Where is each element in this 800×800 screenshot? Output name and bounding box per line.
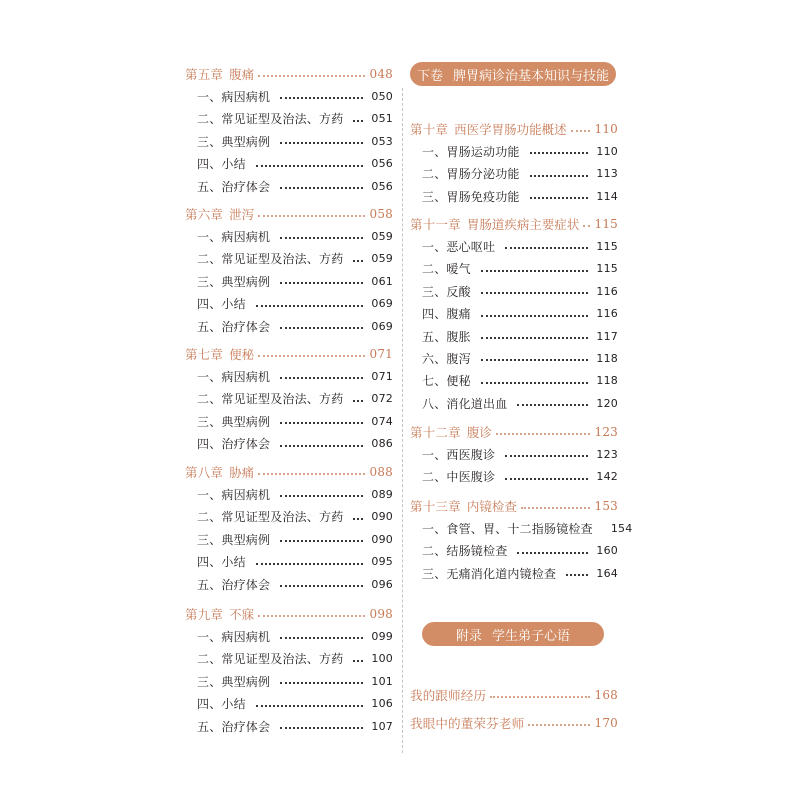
toc-section-row[interactable] [185, 649, 393, 669]
section-title: 二、嗳气 [422, 262, 471, 277]
page-number: 113 [596, 167, 618, 181]
toc-section-row[interactable] [185, 411, 393, 431]
dot-leader [496, 433, 591, 435]
dot-leader [256, 305, 364, 307]
page-number: 117 [596, 329, 618, 343]
page-number: 107 [371, 719, 393, 733]
page-number: 096 [371, 577, 393, 591]
dot-leader [490, 696, 590, 698]
toc-section-row[interactable] [185, 86, 393, 106]
volume-banner [410, 62, 616, 86]
page-number: 164 [596, 566, 618, 580]
toc-section-row[interactable] [410, 281, 618, 301]
chapter-number: 第十一章 [410, 217, 461, 232]
page-number: 056 [371, 179, 393, 193]
toc-section-row[interactable] [185, 529, 393, 549]
page-number: 090 [371, 510, 393, 524]
page-number: 053 [371, 134, 393, 148]
dot-leader [566, 574, 588, 576]
toc-section-row[interactable] [185, 389, 393, 409]
dot-leader [353, 260, 363, 262]
page-number: 099 [371, 629, 393, 643]
toc-section-row[interactable] [185, 154, 393, 174]
appendix-banner-title: 学生弟子心语 [492, 628, 571, 644]
dot-leader [256, 705, 364, 707]
section-title: 二、常见证型及治法、方药 [197, 392, 344, 407]
section-title: 二、常见证型及治法、方药 [197, 252, 344, 267]
dot-leader [280, 637, 363, 639]
chapter-name: 泄泻 [229, 207, 255, 222]
toc-section-row[interactable] [410, 371, 618, 391]
page-number: 154 [610, 521, 633, 535]
volume-banner-label: 下卷 [416, 68, 443, 84]
appendix-banner [422, 622, 604, 646]
section-title: 三、无痛消化道内镜检查 [422, 566, 557, 581]
toc-section-row[interactable] [410, 518, 633, 538]
page-number: 090 [371, 532, 393, 546]
page-number: 115 [594, 217, 618, 231]
section-title: 一、病因病机 [197, 229, 271, 244]
page-number: 074 [371, 414, 393, 428]
dot-leader [280, 282, 363, 284]
toc-section-row[interactable] [410, 393, 618, 413]
section-title: 三、典型病例 [197, 414, 271, 429]
dot-leader [258, 215, 365, 217]
dot-leader [481, 270, 589, 272]
section-title: 二、中医腹诊 [422, 470, 496, 485]
dot-leader [280, 187, 363, 189]
page-number: 114 [596, 189, 618, 203]
dot-leader [505, 455, 588, 457]
toc-section-row[interactable] [410, 444, 618, 464]
toc-chapter-row[interactable] [185, 604, 393, 624]
dot-leader [280, 97, 363, 99]
page-number: 120 [596, 396, 618, 410]
toc-section-row[interactable] [410, 186, 618, 206]
dot-leader [258, 355, 365, 357]
page-number: 050 [371, 89, 393, 103]
page-number: 048 [369, 67, 393, 81]
page-number: 069 [371, 319, 393, 333]
page-number: 086 [371, 437, 393, 451]
toc-section-row[interactable] [410, 236, 618, 256]
page-number: 069 [371, 297, 393, 311]
page-number: 170 [594, 716, 618, 730]
dot-leader [571, 130, 591, 132]
chapter-number: 第六章 [185, 207, 224, 222]
section-title: 一、西医腹诊 [422, 447, 496, 462]
volume-banner-title: 脾胃病诊治基本知识与技能 [453, 68, 610, 84]
toc-section-row[interactable] [410, 348, 618, 368]
page-number: 116 [596, 307, 618, 321]
chapter-number: 第八章 [185, 465, 224, 480]
dot-leader [280, 237, 363, 239]
section-title: 四、治疗体会 [197, 437, 271, 452]
dot-leader [521, 507, 591, 509]
section-title: 一、病因病机 [197, 487, 271, 502]
dot-leader [256, 165, 364, 167]
page-number: 072 [371, 392, 393, 406]
section-title: 一、病因病机 [197, 369, 271, 384]
section-title: 三、典型病例 [197, 274, 271, 289]
appendix-banner-label: 附录 [455, 628, 482, 644]
section-title: 四、小结 [197, 697, 246, 712]
page-number: 110 [594, 122, 618, 136]
toc-chapter-row[interactable] [410, 422, 618, 442]
toc-section-row[interactable] [185, 249, 393, 269]
dot-leader [353, 400, 363, 402]
page-number: 115 [596, 262, 618, 276]
toc-chapter-row[interactable] [185, 344, 393, 364]
section-title: 四、小结 [197, 157, 246, 172]
section-title: 四、腹痛 [422, 307, 471, 322]
page-number: 056 [371, 157, 393, 171]
toc-chapter-row[interactable] [410, 119, 618, 139]
toc-section-row[interactable] [410, 467, 618, 487]
toc-section-row[interactable] [185, 716, 393, 736]
chapter-number: 我眼中的董荣芬老师 [410, 716, 525, 731]
chapter-number: 第五章 [185, 67, 224, 82]
toc-section-row[interactable] [185, 131, 393, 151]
dot-leader [258, 473, 365, 475]
toc-section-row[interactable] [185, 271, 393, 291]
dot-leader [280, 377, 363, 379]
toc-chapter-row[interactable] [410, 496, 618, 516]
page-number: 089 [371, 487, 393, 501]
dot-leader [583, 225, 590, 227]
section-title: 六、腹泻 [422, 351, 471, 366]
page-number: 106 [371, 697, 393, 711]
toc-section-row[interactable] [185, 626, 393, 646]
chapter-name: 便秘 [229, 347, 255, 362]
section-title: 五、治疗体会 [197, 179, 271, 194]
dot-leader [353, 120, 363, 122]
toc-section-row[interactable] [410, 259, 618, 279]
page-number: 115 [596, 239, 618, 253]
dot-leader [481, 382, 589, 384]
page-number: 071 [371, 369, 393, 383]
section-title: 三、典型病例 [197, 532, 271, 547]
dot-leader [280, 682, 363, 684]
toc-section-row[interactable] [185, 552, 393, 572]
dot-leader [280, 327, 363, 329]
section-title: 三、典型病例 [197, 134, 271, 149]
section-title: 一、病因病机 [197, 629, 271, 644]
dot-leader [517, 404, 588, 406]
section-title: 二、常见证型及治法、方药 [197, 510, 344, 525]
chapter-number: 第七章 [185, 347, 224, 362]
dot-leader [530, 175, 589, 177]
page-number: 051 [371, 112, 393, 126]
toc-section-row[interactable] [185, 507, 393, 527]
chapter-number: 第十二章 [410, 425, 461, 440]
dot-leader [353, 518, 363, 520]
section-title: 五、治疗体会 [197, 319, 271, 334]
toc-section-row[interactable] [410, 304, 618, 324]
dot-leader [481, 337, 589, 339]
page-number: 100 [371, 652, 393, 666]
dot-leader [280, 585, 363, 587]
page-number: 153 [594, 499, 618, 513]
toc-section-row[interactable] [185, 574, 393, 594]
dot-leader [528, 724, 590, 726]
section-title: 三、反酸 [422, 284, 471, 299]
chapter-number: 第九章 [185, 607, 224, 622]
section-title: 七、便秘 [422, 374, 471, 389]
toc-section-row[interactable] [185, 694, 393, 714]
page-number: 118 [596, 374, 618, 388]
page-number: 095 [371, 555, 393, 569]
toc-section-row[interactable] [185, 294, 393, 314]
page-number: 098 [369, 607, 393, 621]
page-number: 168 [594, 688, 618, 702]
page-number: 160 [596, 544, 618, 558]
section-title: 一、胃肠运动功能 [422, 144, 520, 159]
dot-leader [517, 552, 588, 554]
dot-leader [258, 615, 365, 617]
section-title: 四、小结 [197, 555, 246, 570]
dot-leader [530, 197, 589, 199]
toc-chapter-row[interactable] [185, 64, 393, 84]
dot-leader [280, 422, 363, 424]
toc-section-row[interactable] [185, 316, 393, 336]
dot-leader [256, 563, 364, 565]
page-number: 088 [369, 465, 393, 479]
toc-section-row[interactable] [185, 366, 393, 386]
section-title: 二、常见证型及治法、方药 [197, 652, 344, 667]
section-title: 三、胃肠免疫功能 [422, 189, 520, 204]
section-title: 二、常见证型及治法、方药 [197, 112, 344, 127]
toc-section-row[interactable] [185, 484, 393, 504]
section-title: 四、小结 [197, 297, 246, 312]
page-number: 059 [371, 229, 393, 243]
toc-section-row[interactable] [410, 541, 618, 561]
dot-leader [258, 75, 365, 77]
page-number: 142 [596, 470, 618, 484]
toc-section-row[interactable] [185, 176, 393, 196]
dot-leader [280, 495, 363, 497]
toc-section-row[interactable] [185, 226, 393, 246]
toc-section-row[interactable] [185, 671, 393, 691]
page-number: 123 [596, 447, 618, 461]
toc-section-row[interactable] [410, 563, 618, 583]
chapter-name: 胁痛 [229, 465, 255, 480]
toc-chapter-row[interactable] [410, 713, 618, 733]
page-number: 110 [596, 144, 618, 158]
chapter-name: 西医学胃肠功能概述 [454, 122, 567, 137]
dot-leader [530, 152, 589, 154]
toc-section-row[interactable] [410, 141, 618, 161]
toc-section-row[interactable] [410, 326, 618, 346]
toc-chapter-row[interactable] [185, 462, 393, 482]
section-title: 八、消化道出血 [422, 396, 508, 411]
page-number: 118 [596, 351, 618, 365]
page-number: 123 [594, 425, 618, 439]
dot-leader [280, 727, 363, 729]
chapter-name: 内镜检查 [466, 499, 517, 514]
dot-leader [481, 292, 589, 294]
toc-chapter-row[interactable] [410, 214, 618, 234]
page-number: 101 [371, 674, 393, 688]
page-number: 071 [369, 347, 393, 361]
page-number: 116 [596, 284, 618, 298]
toc-section-row[interactable] [185, 434, 393, 454]
section-title: 一、食管、胃、十二指肠镜检查 [422, 521, 593, 536]
chapter-name: 腹诊 [466, 425, 492, 440]
section-title: 五、治疗体会 [197, 577, 271, 592]
page-number: 058 [369, 207, 393, 221]
page-number: 059 [371, 252, 393, 266]
chapter-name: 腹痛 [229, 67, 255, 82]
chapter-number: 我的跟师经历 [410, 688, 487, 703]
toc-chapter-row[interactable] [185, 204, 393, 224]
chapter-name: 胃肠道疾病主要症状 [466, 217, 580, 232]
section-title: 五、治疗体会 [197, 719, 271, 734]
section-title: 二、结肠镜检查 [422, 544, 508, 559]
dot-leader [353, 660, 363, 662]
chapter-name: 不寐 [229, 607, 255, 622]
dot-leader [280, 445, 363, 447]
section-title: 一、病因病机 [197, 89, 271, 104]
chapter-number: 第十三章 [410, 499, 461, 514]
dot-leader [280, 142, 363, 144]
dot-leader [481, 315, 589, 317]
dot-leader [505, 478, 588, 480]
page-number: 061 [371, 274, 393, 288]
section-title: 二、胃肠分泌功能 [422, 167, 520, 182]
chapter-number: 第十章 [410, 122, 449, 137]
section-title: 三、典型病例 [197, 674, 271, 689]
dot-leader [505, 247, 588, 249]
dot-leader [280, 540, 363, 542]
section-title: 五、腹胀 [422, 329, 471, 344]
column-divider [402, 88, 403, 753]
section-title: 一、恶心呕吐 [422, 239, 496, 254]
dot-leader [481, 359, 589, 361]
toc-chapter-row[interactable] [410, 685, 618, 705]
toc-section-row[interactable] [185, 109, 393, 129]
toc-section-row[interactable] [410, 164, 618, 184]
